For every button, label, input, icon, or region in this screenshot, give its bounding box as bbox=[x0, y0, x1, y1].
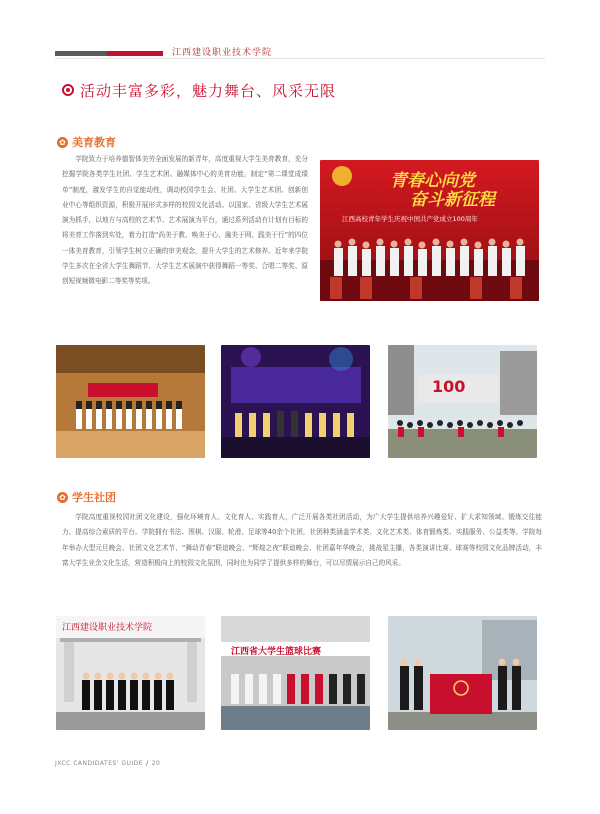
photo-campus-group bbox=[388, 345, 537, 458]
featured-banner-line1: 青春心向党 bbox=[390, 171, 475, 191]
footer-guide-label: JXCC CANDIDATES' GUIDE bbox=[55, 760, 144, 767]
header-logo-text: 江西建设职业技术学院 bbox=[172, 48, 273, 58]
star-icon: ✿ bbox=[57, 137, 68, 148]
header-bar-gray bbox=[55, 51, 107, 56]
footer-separator: / bbox=[146, 760, 149, 767]
photo-banner-100: 100 bbox=[432, 377, 466, 396]
header-bar-red bbox=[107, 51, 163, 56]
paragraph-text: 学院高度重视校园社团文化建设，强化环境育人、文化育人、实践育人，广泛开展各类社团活动，为广大学生提供培养兴趣爱好、扩大求知领域、锻炼交往能力、提高综合素质的平台。学院拥有书法、围棋、汉服、轮滑、足球等40余个社团，社团种类涵盖学术类、文化艺术类、体育锻炼类、实践服务、公益类等。学院每年举办大型元旦晚会、社团文化艺术节、“舞动青春”联谊晚会、“辉煌之夜”联谊晚会、社团嘉年华晚会，挑战星主播，各类演讲比赛、球赛等校园文化品牌活动，丰富大学生业余文化生活，营造积极向上的校园文化氛围，同时也为同学了提供多样的舞台，可以尽情展示自己的风采。 bbox=[62, 513, 542, 567]
featured-photo-centenary bbox=[320, 160, 539, 301]
section-title-aesthetic: 美育教育 bbox=[72, 136, 116, 149]
photo-choir-stage bbox=[56, 345, 205, 458]
footer bbox=[55, 760, 160, 767]
photo-award-ceremony bbox=[221, 345, 370, 458]
page-title: 活动丰富多彩，魅力舞台、风采无限 bbox=[80, 82, 337, 100]
paragraph-text: 学院致力于培养德智体美劳全面发展的新青年，高度重视大学生美育教育，充分挖掘学院各类学生社团、学生艺术团、融媒体中心的美育功能，制定“第二课堂成绩单”制度，激发学生的自觉能动性，调动校园学生会、社团、大学生艺术团、创新创业中心等组织资源，积极开展形式多样的校园文化活动。以国家、省级大学生艺术展演为抓手，以地方与高校的艺术节、艺术展演为平台，通过系列活动有计划有目标的将美育工作落到实处，着力打造“尚美于教、唤美于心、融美于网、践美于行”的四位一体美育教育，引领学生树立正确的审美观念，提升大学生的艺术修养。近年来学院学生多次在全省大学生舞蹈节、大学生艺术展演中获得舞蹈一等奖、合唱二等奖、原创短视频微电影二等奖等奖项。 bbox=[62, 155, 308, 286]
photo-club-banner bbox=[388, 616, 537, 730]
photo-group-gate bbox=[56, 616, 205, 730]
photo-sign-basketball: 江西省大学生篮球比赛 bbox=[231, 647, 322, 657]
star-icon: ✿ bbox=[57, 492, 68, 503]
featured-subtitle: 江西高校青年学生庆祝中国共产党成立100周年 bbox=[342, 215, 478, 223]
featured-banner-line2: 奋斗新征程 bbox=[410, 190, 495, 210]
section-paragraph-clubs bbox=[62, 510, 542, 571]
header-divider bbox=[55, 58, 545, 59]
title-circle-icon bbox=[62, 84, 74, 96]
section-title-clubs: 学生社团 bbox=[72, 491, 116, 504]
photo-sign-college: 江西建设职业技术学院 bbox=[62, 623, 153, 633]
photo-basketball-team bbox=[221, 616, 370, 730]
page-number: 20 bbox=[151, 760, 161, 767]
section-paragraph-aesthetic bbox=[62, 152, 308, 290]
